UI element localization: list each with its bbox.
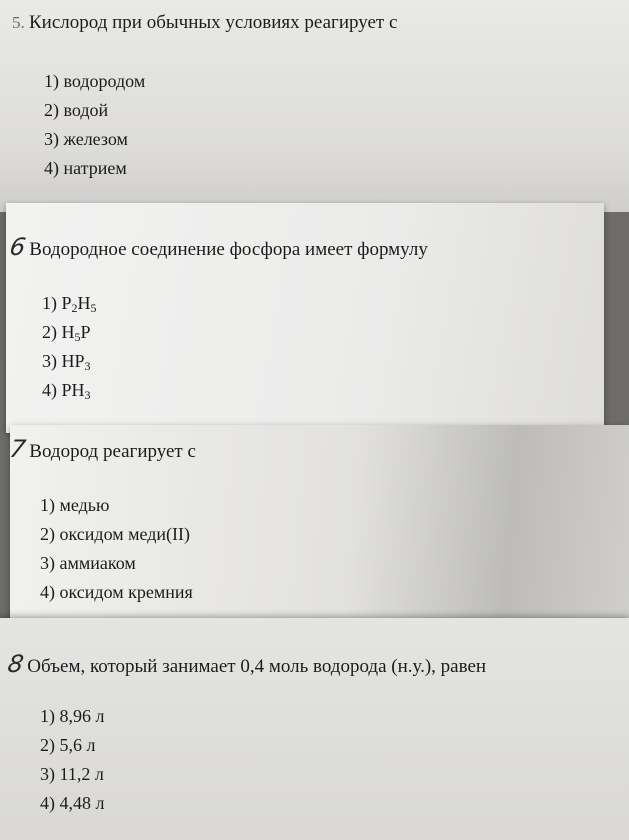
question-6-number: 6: [7, 233, 28, 261]
question-8-card: [0, 618, 629, 840]
answer-option: 1) водородом: [44, 71, 146, 91]
formula: $HP_3$: [61, 351, 91, 373]
question-5-text: Кислород при обычных условиях реагирует с: [29, 12, 398, 33]
answer-option: 2) оксидом меди(II): [40, 524, 191, 544]
question-7-heading: [7, 435, 196, 463]
question-7-options: [40, 491, 193, 607]
question-7-text: Водород реагирует с: [29, 441, 196, 462]
answer-option: 4) 4,48 л: [40, 793, 105, 813]
answer-option: 1) $P_2H_5$: [42, 293, 97, 315]
formula: $P_2H_5$: [61, 293, 97, 315]
answer-option: 2) водой: [44, 100, 109, 120]
answer-option: 2) 5,6 л: [40, 735, 96, 755]
formula: $H_5P$: [61, 322, 91, 344]
answer-option: 3) 11,2 л: [40, 764, 104, 784]
answer-option: 3) железом: [44, 129, 128, 149]
question-5-card: [0, 0, 629, 212]
question-8-heading: [5, 650, 487, 678]
answer-option: 3) аммиаком: [40, 553, 136, 573]
answer-option: 1) медью: [40, 495, 110, 515]
question-8-options: [40, 702, 104, 818]
answer-option: 4) оксидом кремния: [40, 582, 193, 602]
question-6-options: [42, 289, 97, 405]
question-6-card: [6, 203, 604, 433]
question-5-options: [44, 67, 145, 183]
answer-option: 1) 8,96 л: [40, 706, 105, 726]
formula: $PH_3$: [61, 380, 91, 402]
answer-option: 2) $H_5P$: [42, 322, 91, 344]
answer-option: 4) $PH_3$: [42, 380, 91, 402]
answer-option: 4) натрием: [44, 158, 127, 178]
question-7-card: [7, 425, 629, 627]
question-8-text: Объем, который занимает 0,4 моль водорода (н.у.), равен: [27, 656, 487, 677]
question-6-text: Водородное соединение фосфора имеет формулу: [29, 239, 428, 260]
answer-option: 3) $HP_3$: [42, 351, 91, 373]
question-7-number: 7: [7, 435, 28, 463]
question-5-number: 5: [12, 13, 21, 32]
question-6-heading: [7, 233, 428, 261]
question-5-heading: 5. Кислород при обычных условиях реагирует с: [12, 12, 398, 33]
question-8-number: 8: [5, 650, 26, 678]
